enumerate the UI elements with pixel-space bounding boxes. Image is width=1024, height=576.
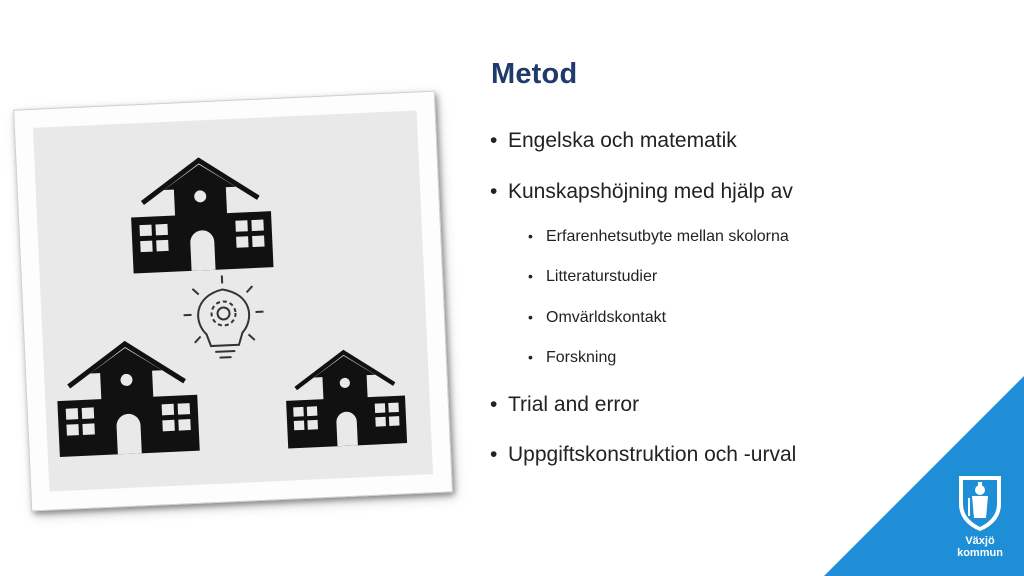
list-item: [490, 393, 639, 417]
sub-bullet-text: Erfarenhetsutbyte mellan skolorna: [546, 228, 789, 245]
bullet-glyph: •: [528, 309, 533, 325]
list-item: [490, 180, 793, 204]
bullet-glyph: •: [528, 228, 533, 244]
bullet-glyph: •: [490, 180, 498, 203]
bullet-text: Uppgiftskonstruktion och -urval: [508, 443, 797, 466]
sub-bullet-text: Omvärldskontakt: [546, 309, 667, 326]
slide-title: Metod: [491, 58, 578, 90]
bullet-text: Kunskapshöjning med hjälp av: [508, 180, 793, 203]
bullet-glyph: •: [490, 129, 498, 152]
bullet-text: Engelska och matematik: [508, 129, 737, 152]
sub-list-item: [528, 349, 616, 367]
bullet-text: Trial and error: [508, 393, 640, 416]
sub-list-item: [528, 309, 666, 327]
sub-list-item: [528, 268, 657, 286]
list-item: [490, 443, 796, 467]
city-crest-icon: [957, 474, 1003, 532]
logo-text-line2: kommun: [957, 547, 1003, 559]
bullet-glyph: •: [528, 349, 533, 365]
bullet-glyph: •: [490, 393, 498, 416]
sub-bullet-text: Litteraturstudier: [546, 268, 658, 285]
sub-list-item: [528, 228, 789, 246]
sub-bullet-text: Forskning: [546, 349, 617, 366]
logo-text-line1: Växjö: [965, 535, 995, 547]
bullet-glyph: •: [528, 268, 533, 284]
bullet-glyph: •: [490, 443, 498, 466]
list-item: [490, 129, 737, 153]
